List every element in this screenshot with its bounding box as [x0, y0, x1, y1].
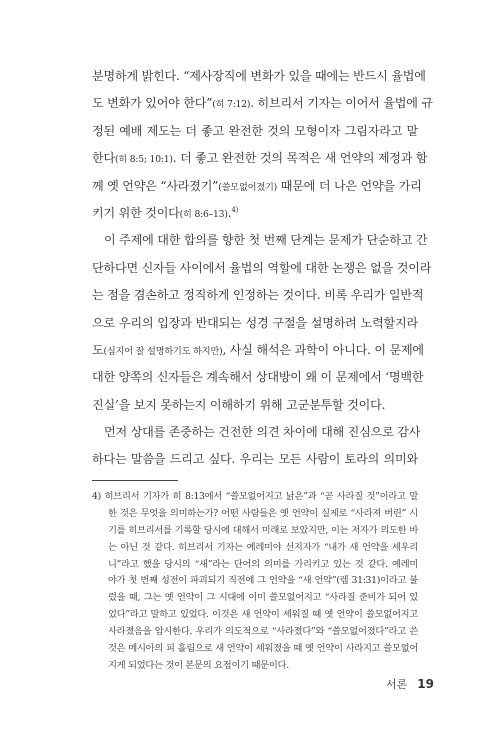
footnote-line: 기를 히브리서를 기록할 당시에 대해서 미래로 보았지만, 이는 저자가 의도한 바: [108, 524, 418, 536]
body-line: 키기 위한 것이다(히 8:6–13).$^{4)}$: [92, 205, 239, 220]
citation: (심지어 잘 설명하기도 하지만): [103, 345, 223, 357]
citation: (히 7:12): [212, 99, 251, 111]
body-line: 먼저 상대를 존중하는 건전한 의견 차이에 대해 진심으로 감사: [104, 425, 421, 440]
section-title: 서론: [386, 678, 408, 691]
body-line: 정된 예배 제도는 더 좋고 완전한 것의 모형이자 그림자라고 말: [92, 123, 418, 138]
body-line: 께 옛 언약은 “사라졌기”(쓸모없어졌기) 때문에 더 나은 언약을 가리: [92, 178, 422, 193]
footnote-line: 야가 첫 번째 성전이 파괴되기 직전에 그 언약을 “새 언약”(렘 31:31)이라고 불: [108, 575, 418, 587]
citation: (히 8:6–13): [179, 208, 228, 220]
footnote-line: 었다”라고 말하고 있었다. 이것은 새 언약이 세워질 때 옛 언약이 쓸모없어지고: [108, 609, 418, 621]
body-line: 하다는 말씀을 드리고 싶다. 우리는 모든 사람이 토라의 의미와: [92, 452, 418, 467]
body-line: 한다(히 8:5; 10:1). 더 좋고 완전한 것의 목적은 새 언약의 제정과 함: [92, 151, 428, 166]
footnote-line: 사라졌음을 암시한다. 우리가 의도적으로 “사라졌다”와 “쓸모없어졌다”라고 쓴: [108, 626, 418, 638]
footnote-line: 한 것은 무엇을 의미하는가? 어떤 사람들은 옛 언약이 실제로 “사라져 버린” 시: [108, 507, 418, 519]
footnote-line: 4) 히브리서 기자가 히 8:13에서 “쓸모없어지고 낡은”과 “곧 사라질 것”이라고 말: [92, 491, 418, 502]
page-footer: [386, 676, 434, 692]
body-line: 도 변화가 있어야 한다”(히 7:12). 히브리서 기자는 이어서 율법에 규: [92, 96, 433, 111]
footnote: [92, 489, 418, 675]
body-line: 도(심지어 잘 설명하기도 하지만), 사실 해석은 과학이 아니다. 이 문제에: [92, 342, 424, 357]
footnote-line: 는 아닌 것 같다. 히브리서 기자는 예레미야 선지자가 “내가 새 언약을 세우리: [108, 541, 418, 553]
footnote-line: 것은 메시아의 피 흘림으로 새 언약이 세워졌을 때 옛 언약이 사라지고 쓸모없어: [108, 643, 418, 655]
citation: (쓸모없어졌기): [218, 181, 278, 193]
body-line: 으로 우리의 입장과 반대되는 성경 구절을 설명하려 노력할지라: [92, 315, 418, 330]
body-line: 는 점을 겸손하고 정직하게 인정하는 것이다. 비록 우리가 일반적: [92, 288, 424, 303]
body-line: 분명하게 밝힌다. “제사장직에 변화가 있을 때에는 반드시 율법에: [92, 69, 426, 83]
body-line: 대한 양쪽의 신자들은 계속해서 상대방이 왜 이 문제에서 ‘명백한: [92, 370, 424, 385]
page-number: 19: [417, 677, 434, 691]
body-line: 단하다면 신자들 사이에서 율법의 역할에 대한 논쟁은 없을 것이라: [92, 260, 432, 275]
footnote-divider: [92, 480, 178, 481]
footnote-marker: 4): [231, 205, 239, 214]
body-line: 진실’을 보지 못하는지 이해하기 위해 고군분투할 것이다.: [92, 397, 386, 412]
footnote-line: 니”라고 했을 당시의 “새”라는 단어의 의미를 가리키고 있는 것 같다. 예레미: [108, 558, 418, 570]
body-line: 이 주제에 대한 합의를 향한 첫 번째 단계는 문제가 단순하고 간: [104, 233, 428, 248]
footnote-line: 지게 되었다는 것이 본문의 요점이기 때문이다.: [108, 659, 289, 671]
citation: (히 8:5; 10:1): [114, 154, 173, 166]
main-text: [92, 63, 433, 474]
footnote-line: 렀을 때, 그는 옛 언약이 그 시대에 이미 쓸모없어지고 “사라질 준비가 되어 있: [108, 592, 418, 604]
